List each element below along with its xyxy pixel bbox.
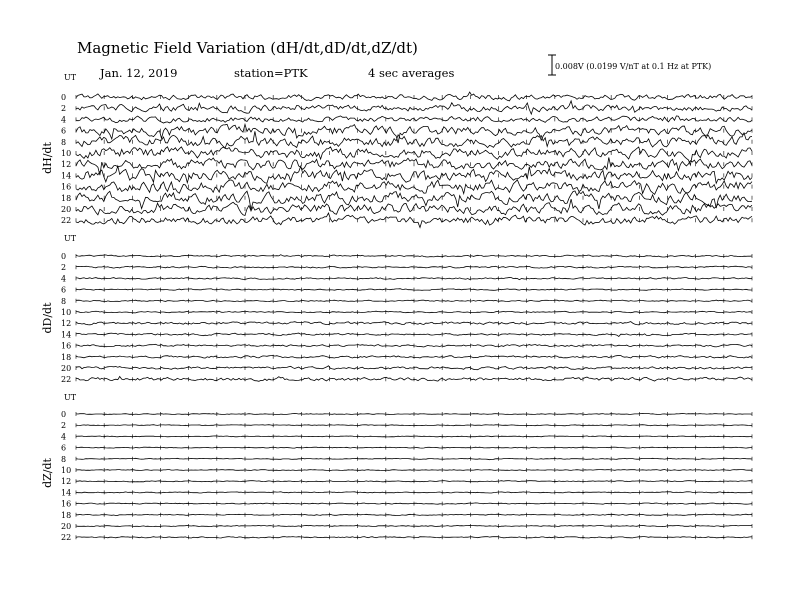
trace-hour-label: 14	[61, 330, 72, 340]
trace-hour-label: 20	[61, 364, 72, 373]
ut-label: UT	[64, 73, 77, 82]
trace-hour-label: 2	[61, 104, 67, 114]
trace-hour-label: 16	[61, 182, 72, 192]
scale-bar-label: 0.008V (0.0199 V/nT at 0.1 Hz at PTK)	[555, 62, 712, 71]
trace-hour-label: 2	[61, 421, 67, 431]
y-axis-label: dH/dt	[41, 142, 54, 174]
trace-hour-label: 4	[61, 274, 67, 284]
panel-dZ-dt	[41, 410, 752, 542]
trace-hour-label: 18	[61, 193, 72, 203]
trace-hour-label: 16	[61, 341, 72, 351]
trace-hour-label: 22	[61, 216, 72, 226]
y-axis-label: dZ/dt	[41, 458, 54, 488]
trace-ticks	[76, 218, 752, 222]
trace-hour-label: 0	[61, 410, 67, 419]
trace-hour-label: 8	[61, 454, 67, 464]
trace-hour-label: 0	[61, 93, 67, 102]
trace-hour-label: 10	[61, 308, 72, 317]
trace-hour-label: 20	[61, 522, 72, 531]
panels-group	[41, 73, 752, 542]
trace-hour-label: 20	[61, 205, 72, 214]
trace-hour-label: 22	[61, 533, 72, 543]
trace-hour-label: 18	[61, 352, 72, 362]
y-axis-label: dD/dt	[41, 302, 54, 334]
trace-hour-label: 18	[61, 510, 72, 520]
station-label: station=PTK	[234, 66, 308, 80]
trace-dH-dt-16	[76, 180, 752, 195]
trace-hour-label: 6	[61, 443, 67, 453]
trace-ticks	[76, 207, 752, 211]
trace-hour-label: 2	[61, 263, 67, 273]
trace-hour-label: 4	[61, 432, 67, 442]
trace-hour-label: 12	[61, 477, 72, 487]
ut-label: UT	[64, 393, 77, 402]
date-label: Jan. 12, 2019	[100, 66, 178, 80]
trace-dH-dt-8	[76, 131, 752, 148]
trace-hour-label: 6	[61, 126, 67, 136]
trace-hour-label: 14	[61, 488, 72, 498]
trace-hour-label: 8	[61, 137, 67, 147]
trace-hour-label: 4	[61, 115, 67, 125]
trace-hour-label: 10	[61, 466, 72, 475]
averaging-label: 4 sec averages	[368, 66, 455, 80]
trace-hour-label: 10	[61, 149, 72, 158]
chart-title: Magnetic Field Variation (dH/dt,dD/dt,dZ/dt)	[77, 39, 418, 57]
trace-hour-label: 22	[61, 375, 72, 385]
trace-hour-label: 16	[61, 499, 72, 509]
ut-label: UT	[64, 234, 77, 243]
trace-hour-label: 12	[61, 319, 72, 329]
trace-dZ-dt-0	[76, 414, 752, 415]
trace-hour-label: 8	[61, 296, 67, 306]
trace-hour-label: 14	[61, 171, 72, 181]
trace-hour-label: 6	[61, 285, 67, 295]
trace-hour-label: 12	[61, 160, 72, 170]
trace-hour-label: 0	[61, 252, 67, 261]
panel-dH-dt	[41, 73, 752, 243]
panel-dD-dt	[41, 252, 752, 402]
